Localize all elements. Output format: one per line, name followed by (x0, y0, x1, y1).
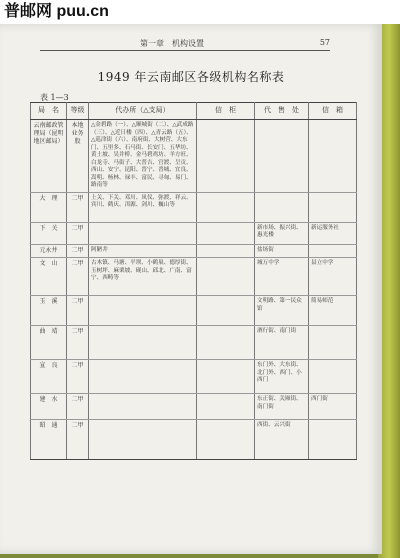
table-row (31, 326, 357, 360)
bureau-cell: 云南邮政管理局（昆明地区邮局） (31, 120, 67, 193)
agencies-cell: 上关、下关、邓川、凤仪、弥渡、祥云、宾川、鹤庆、洱源、剑川、巍山等 (89, 192, 197, 222)
agencies-cell (89, 394, 197, 420)
sales-points-cell: 文明路、第一民众馆 (255, 296, 309, 326)
running-header (40, 36, 330, 51)
grade-cell: 二甲 (67, 222, 89, 244)
bureau-cell: 元永井 (31, 244, 67, 257)
grade-cell: 二甲 (67, 394, 89, 420)
letter-cabinets-cell (197, 222, 255, 244)
mailboxes-cell: 西门街 (309, 394, 357, 420)
column-header: 代办所（△支局） (89, 103, 197, 120)
agencies-cell (89, 360, 197, 394)
sales-points-cell: 西街、云兴街 (255, 420, 309, 460)
agencies-cell: △金碧路（一）、△顺城街（二）、△武成路（三）、△近日楼（四）、△青云路（五）、△巡津街（六）、南府街、大树营、大东门、五里多、石马街、长安门、五华坊、黄土坡、吴井桥、金马碧鸡坊、羊方旺、白龙寺、马街子、大普吉、官渡、呈贡、西山、安宁、昆阳、晋宁、晋城、宜良、嵩明、杨林、禄丰、富民、寻甸、易门、路南等 (89, 120, 197, 193)
mailboxes-cell: 简易师范 (309, 296, 357, 326)
grade-cell: 二甲 (67, 420, 89, 460)
letter-cabinets-cell (197, 360, 255, 394)
sales-points-cell: 城万中学 (255, 258, 309, 296)
table-row (31, 192, 357, 222)
grade-cell: 二甲 (67, 326, 89, 360)
bureau-cell: 大 理 (31, 192, 67, 222)
page-number: 57 (319, 38, 330, 47)
bureau-cell: 建 水 (31, 394, 67, 420)
letter-cabinets-cell (197, 296, 255, 326)
column-header: 信 柜 (197, 103, 255, 120)
column-header: 信 箱 (309, 103, 357, 120)
sales-points-cell: 盐场街 (255, 244, 309, 257)
sales-points-cell: 东门外、大东街、北门外、西门、小西门 (255, 360, 309, 394)
agencies-cell (89, 296, 197, 326)
grade-cell: 二甲 (67, 360, 89, 394)
column-header: 局 名 (31, 103, 67, 120)
sales-points-cell: 东正街、关厢街、南门街 (255, 394, 309, 420)
agencies-cell (89, 326, 197, 360)
agencies-cell: 阿陋井 (89, 244, 197, 257)
grade-cell: 二甲 (67, 192, 89, 222)
bureau-cell: 曲 靖 (31, 326, 67, 360)
table-number: 表 1—3 (40, 93, 69, 102)
table-row (31, 420, 357, 460)
book-page (0, 24, 382, 554)
bureau-cell: 文 山 (31, 258, 67, 296)
bureau-cell: 宣 良 (31, 360, 67, 394)
letter-cabinets-cell (197, 244, 255, 257)
sales-points-cell (255, 120, 309, 193)
mailboxes-cell (309, 244, 357, 257)
grade-cell: 二甲 (67, 244, 89, 257)
letter-cabinets-cell (197, 326, 255, 360)
letter-cabinets-cell (197, 420, 255, 460)
mailboxes-cell (309, 192, 357, 222)
institutions-table (30, 102, 357, 460)
table-row (31, 258, 357, 296)
mailboxes-cell (309, 120, 357, 193)
letter-cabinets-cell (197, 258, 255, 296)
mailboxes-cell: 新运服务社 (309, 222, 357, 244)
grade-cell: 二甲 (67, 296, 89, 326)
sales-points-cell: 酒行街、南门街 (255, 326, 309, 360)
mailboxes-cell (309, 420, 357, 460)
mailboxes-cell: 县立中学 (309, 258, 357, 296)
mailboxes-cell (309, 360, 357, 394)
letter-cabinets-cell (197, 192, 255, 222)
bureau-cell: 玉 溪 (31, 296, 67, 326)
table-title: 1949 年云南邮区各级机构名称表 (97, 70, 285, 84)
table-row (31, 360, 357, 394)
column-header: 代 售 处 (255, 103, 309, 120)
chapter-heading: 第一章 机构设置 (140, 39, 204, 48)
agencies-cell: 古木镇、马塘、平坝、小鹤巢、德厚街、玉树坪、麻栗坡、砚山、邱北、广南、富宁、西畴等 (89, 258, 197, 296)
grade-cell: 二甲 (67, 258, 89, 296)
table-row (31, 244, 357, 257)
mailboxes-cell (309, 326, 357, 360)
agencies-cell (89, 222, 197, 244)
grade-cell: 本地业务股 (67, 120, 89, 193)
table-row (31, 222, 357, 244)
column-header: 等级 (67, 103, 89, 120)
table-row (31, 394, 357, 420)
bureau-cell: 昭 通 (31, 420, 67, 460)
table-row (31, 296, 357, 326)
letter-cabinets-cell (197, 120, 255, 193)
letter-cabinets-cell (197, 394, 255, 420)
table-header-row (31, 103, 357, 120)
sales-points-cell: 新市场、振兴街、惠光楼 (255, 222, 309, 244)
bureau-cell: 下 关 (31, 222, 67, 244)
site-watermark: 普邮网 puu.cn (0, 0, 400, 24)
agencies-cell (89, 420, 197, 460)
sales-points-cell (255, 192, 309, 222)
table-row (31, 120, 357, 193)
